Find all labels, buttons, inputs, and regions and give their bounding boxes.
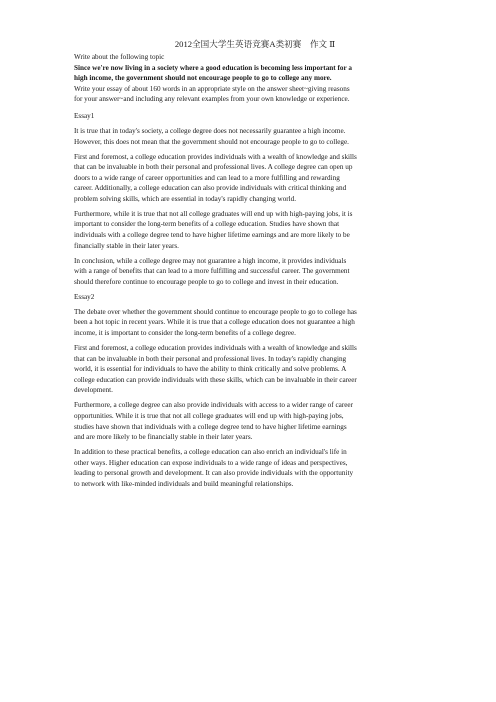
text-line: other ways. Higher education can expose individuals to a wide range of ideas and perspectives, (74, 458, 348, 467)
essay2-paragraph (74, 400, 436, 442)
text-line: college education can provide individuals with these skills, which can be invaluable in their career (74, 375, 357, 384)
page-title: 2012全国大学生英语竞赛A类初赛 作文 Ⅱ (174, 39, 336, 49)
text-line: studies have shown that individuals with a college degree tend to have higher lifetime earnings (74, 422, 347, 431)
text-line: to network with like-minded individuals and build meaningful relationships. (74, 479, 294, 488)
text-line: income, it is important to consider the long-term benefits of a college degree. (74, 329, 296, 337)
text-line: In conclusion, while a college degree may not guarantee a high income, it provides individuals (74, 256, 347, 265)
essay1-heading: Essay1 (74, 111, 95, 120)
text-line: financially stable in their later years. (74, 241, 179, 250)
instruction-line: for your answer~and including any relevant examples from your own knowledge or experience. (74, 95, 350, 104)
text-line: leading to personal growth and development. It can also provide individuals with the opportunity (74, 469, 354, 478)
text-line: important to consider the long-term benefits of a college education. Studies have shown that (74, 220, 340, 229)
essay1-paragraph (74, 256, 436, 288)
text-line: doors to a wide range of career opportunities and can lead to a more fulfilling and rewarding (74, 173, 340, 182)
essay2-heading: Essay2 (74, 292, 95, 301)
text-line: The debate over whether the government should continue to encourage people to go to college has (74, 307, 357, 316)
text-line: that can be invaluable in both their personal and professional lives. A college degree can open up (74, 163, 353, 172)
essay2-paragraph (74, 343, 436, 396)
text-line: been a hot topic in recent years. While it is true that a college education does not guarantee a high (74, 318, 355, 327)
text-line: should therefore continue to encourage people to go to college and invest in their education. (74, 277, 339, 286)
text-line: opportunities. While it is true that not all college graduates will end up with high-paying jobs, (74, 411, 344, 420)
text-line: First and foremost, a college education provides individuals with a wealth of knowledge and skills (74, 343, 357, 352)
topic-intro: Write about the following topic (74, 53, 165, 61)
instruction-line: Write your essay of about 160 words in an appropriate style on the answer sheet~giving reasons (74, 84, 350, 93)
essay1-paragraph (74, 152, 436, 205)
text-line: Furthermore, a college degree can also provide individuals with access to a wider range of career (74, 401, 353, 410)
text-line: First and foremost, a college education provides individuals with a wealth of knowledge and skills (74, 152, 357, 161)
text-line: problem solving skills, which are essential in today's rapidly changing world. (74, 194, 297, 203)
text-line: In addition to these practical benefits, a college education can also enrich an individual's life in (74, 448, 347, 457)
text-line: individuals with a college degree tend to have higher lifetime earnings and are more likely to be (74, 231, 350, 240)
text-line: that can be invaluable in both their personal and professional lives. In today's rapidly changing (74, 354, 347, 363)
text-line: Furthermore, while it is true that not all college graduates will end up with high-paying jobs, it is (74, 209, 353, 218)
essay1-paragraph (74, 209, 436, 251)
text-line: development. (74, 386, 113, 395)
text-line: However, this does not mean that the government should not encourage people to go to college. (74, 137, 349, 146)
essay2-paragraph (74, 447, 436, 489)
topic-line: high income, the government should not encourage people to go to college any more. (74, 74, 332, 83)
essay2-paragraph (74, 307, 436, 339)
text-line: career. Additionally, a college education can also provide individuals with critical thinking and (74, 184, 347, 193)
document-page (74, 38, 436, 489)
topic-line: Since we're now living in a society where a good education is becoming less important for a (74, 63, 352, 72)
text-line: world, it is essential for individuals to have the ability to think critically and solve problems. A (74, 365, 347, 374)
text-line: It is true that in today's society, a college degree does not necessarily guarantee a high income. (74, 126, 346, 135)
text-line: and are more likely to be financially stable in their later years. (74, 433, 253, 442)
essay1-paragraph (74, 126, 436, 147)
text-line: with a range of benefits that can lead to a more fulfilling and successful career. The government (74, 267, 350, 276)
